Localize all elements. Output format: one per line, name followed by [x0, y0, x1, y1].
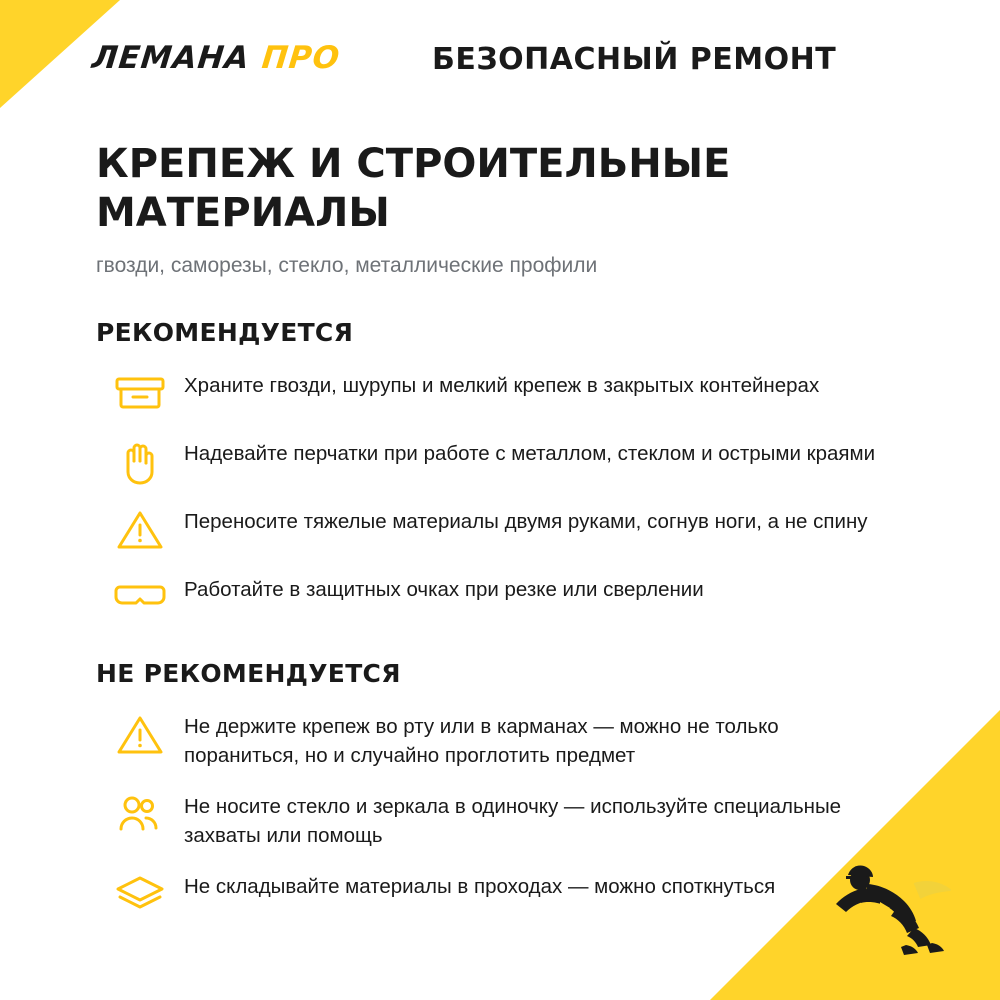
list-item-text: Не держите крепеж во рту или в карманах — можно не только пораниться, но и случайно проглотить предмет: [184, 714, 779, 768]
warning-triangle-icon: [96, 710, 184, 758]
main-content: [96, 140, 926, 938]
page-subtitle: гвозди, саморезы, стекло, металлические профили: [96, 253, 598, 277]
list-item: [96, 437, 926, 485]
running-worker-illustration: [802, 844, 972, 964]
storage-box-icon: [96, 369, 184, 417]
logo-text-lemana: ЛЕМАНА: [90, 40, 252, 76]
logo-text-pro: ПРО: [259, 40, 342, 76]
list-item-text: Храните гвозди, шурупы и мелкий крепеж в закрытых контейнерах: [184, 373, 820, 397]
list-item: [96, 790, 926, 850]
two-people-icon: [96, 790, 184, 838]
list-item: [96, 710, 926, 770]
list-item-text: Не носите стекло и зеркала в одиночку — используйте специальные захваты или помощь: [184, 795, 842, 848]
page-title: КРЕПЕЖ И СТРОИТЕЛЬНЫЕ МАТЕРИАЛЫ: [96, 141, 731, 236]
header: [0, 0, 1000, 108]
list-item: [96, 505, 926, 553]
recommended-list: [96, 369, 926, 621]
warning-triangle-icon: [96, 505, 184, 553]
stacked-sheets-icon: [96, 870, 184, 918]
list-item-text: Надевайте перчатки при работе с металлом, стеклом и острыми краями: [184, 441, 876, 465]
list-item-text: Не складывайте материалы в проходах — можно споткнуться: [184, 875, 776, 899]
safety-goggles-icon: [96, 573, 184, 621]
brand-logo: [92, 40, 340, 76]
section-heading-recommended: РЕКОМЕНДУЕТСЯ: [96, 317, 354, 347]
list-item: [96, 573, 926, 621]
glove-hand-icon: [96, 437, 184, 485]
section-heading-not-recommended: НЕ РЕКОМЕНДУЕТСЯ: [96, 658, 401, 688]
list-item-text: Переносите тяжелые материалы двумя руками, согнув ноги, а не спину: [184, 509, 868, 533]
section-recommended: [96, 318, 926, 621]
list-item: [96, 369, 926, 417]
campaign-title: БЕЗОПАСНЫЙ РЕМОНТ: [432, 42, 837, 77]
list-item-text: Работайте в защитных очках при резке или сверлении: [184, 577, 704, 601]
